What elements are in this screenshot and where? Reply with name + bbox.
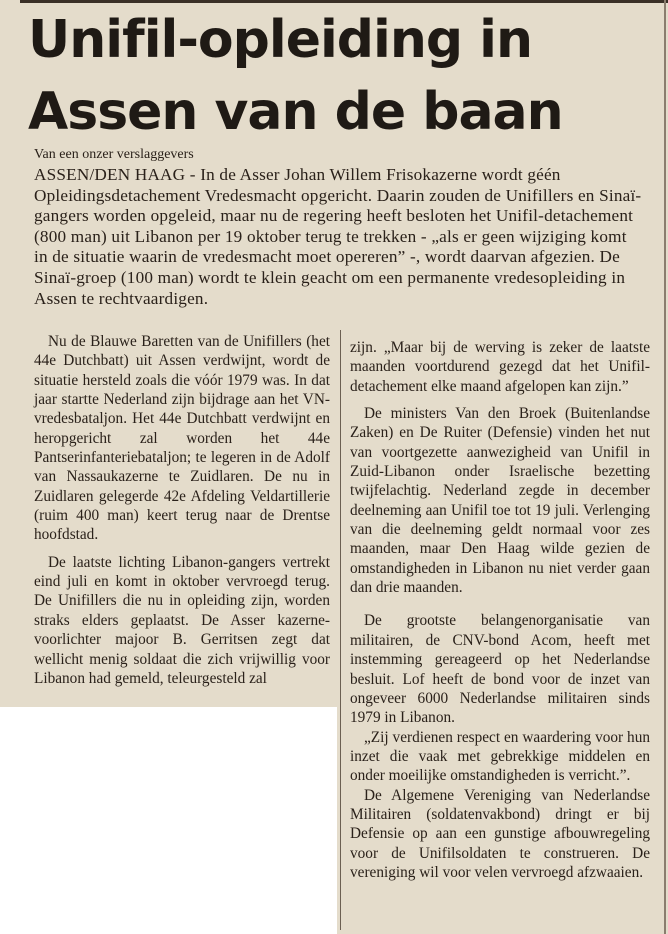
byline: Van een onzer verslaggevers — [34, 147, 194, 162]
right-paragraph-2: De ministers Van den Broek (Buitenlandse Zaken) en De Ruiter (Defensie) vinden het nut van voortgezette aanwezigheid van Unifil in Zuid-Libanon onder Israelische bezetting twijfelachtig. Nederland zegde in december deelneming aan Unifil toe tot 19 juli. Verlenging van die deelneming geldt normaal voor zes maanden, maar Den Haag wilde gezien de omstandigheden in Libanon nu niet verder gaan dan drie maanden. — [350, 405, 650, 597]
right-column — [350, 338, 650, 882]
right-paragraph-5: De Algemene Vereniging van Nederlandse Militairen (soldatenvakbond) dringt er bij Defensie op aan een gunstige afbouwregeling voor de Unifilsoldaten te construeren. De vereniging wil voor velen vervroegd afzwaaien. — [350, 786, 650, 881]
column-divider — [340, 330, 341, 930]
left-paragraph-2: De laatste lichting Libanon-gangers vertrekt eind juli en komt in oktober vervroegd terug. De Unifillers die nu in opleiding zijn, worden straks elders geplaatst. De Asser kazerne-voorlichter majoor B. Gerritsen zegt dat wellicht menig soldaat die zich vrijwillig voor Libanon had gemeld, teleurgesteld zal — [34, 553, 330, 687]
right-paragraph-3: De grootste belangenorganisatie van militairen, de CNV-bond Acom, heeft met instemming gereageerd op het Nederlandse besluit. Lof heeft de bond voor de inzet van ongeveer 6000 Nederlandse militairen sinds 1979 in Libanon. — [350, 612, 650, 727]
left-paragraph-1: Nu de Blauwe Baretten van de Unifillers (het 44e Dutchbatt) uit Assen verdwijnt, wordt de situatie hersteld zoals die vóór 1979 was. In dat jaar startte Nederland zijn bijdrage aan het VN-vredesbataljon. Het 44e Dutchbatt verdwijnt en heropgericht zal worden het 44e Pantserinfanteriebataljon; te legeren in de Adolf van Nassaukazerne te Zuidlaren. De nu in Zuidlaren gelegerde 42e Afdeling Veldartillerie (ruim 400 man) keert terug naar de Drentse hoofdstad. — [34, 333, 330, 544]
headline-line-1: Unifil-opleiding in — [28, 10, 533, 70]
top-rule — [20, 0, 668, 3]
headline-line-2: Assen van de baan — [28, 82, 563, 142]
right-paragraph-4: „Zij verdienen respect en waardering voor hun inzet die vaak met gebrekkige middelen en onder moeilijke omstandigheden is verricht.”. — [350, 728, 650, 785]
right-paragraph-1: zijn. „Maar bij de werving is zeker de laatste maanden voortdurend gezegd dat het Unifil-detachement elke maand afgelopen kan zijn.” — [350, 339, 650, 395]
left-column — [34, 332, 330, 688]
right-edge-rule — [664, 0, 666, 934]
lead-paragraph: ASSEN/DEN HAAG - In de Asser Johan Willem Frisokazerne wordt géén Opleidingsdetachement Vredesmacht opgericht. Daarin zouden de Unifillers en Sinaï-gangers worden opgeleid, maar nu de regering heeft besloten het Unifil-detachement (800 man) uit Libanon per 19 oktober terug te trekken - „als er geen wijziging komt in de situatie waarin de vredesmacht moet opereren” -, wordt daarvan afgezien. De Sinaï-groep (100 man) wordt te klein geacht om een permanente vredesopleiding in Assen te rechtvaardigen. — [34, 165, 642, 308]
